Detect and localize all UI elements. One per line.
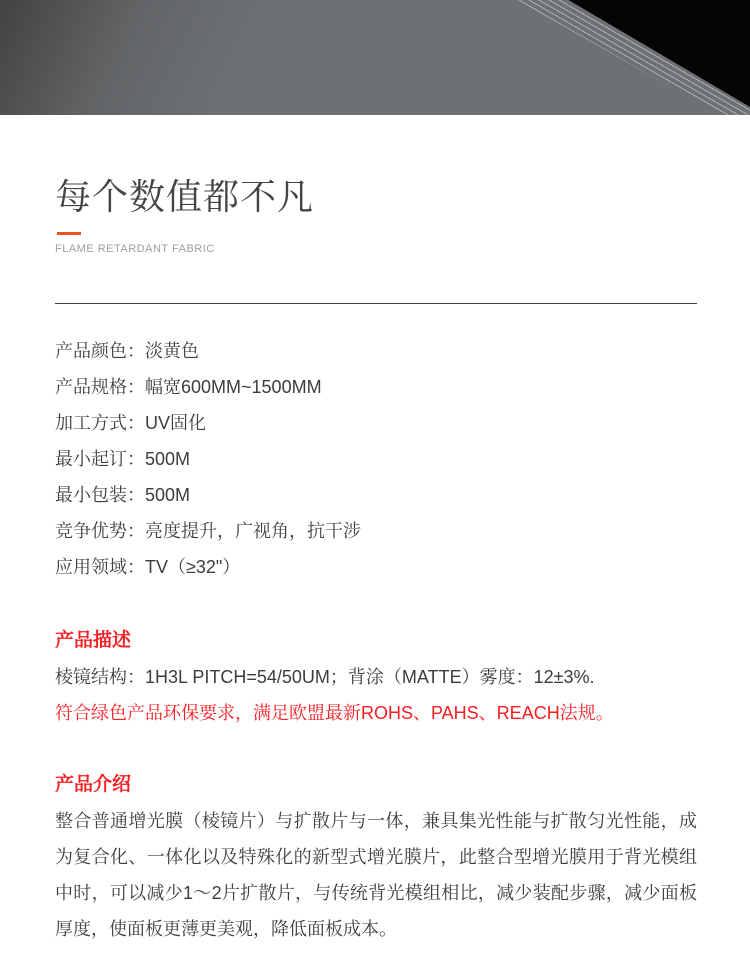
spec-value: 幅宽600MM~1500MM [145,377,322,397]
spec-value: 500M [145,449,191,469]
section-product-introduction [55,767,697,947]
spec-row-process [55,405,697,441]
spec-label: 产品规格： [55,377,145,397]
introduction-paragraph: 整合普通增光膜（棱镜片）与扩散片与一体，兼具集光性能与扩散匀光性能，成为复合化、一体化以及特殊化的新型式增光膜片，此整合型增光膜用于背光模组中时，可以减少1～2片扩散片，与传统背光模组相比，减少装配步骤，减少面板厚度，使面板更薄更美观，降低面板成本。 [55,811,697,939]
spec-row-min-package [55,477,697,513]
spec-label: 产品颜色： [55,341,145,361]
spec-label: 加工方式： [55,413,145,433]
spec-row-size [55,369,697,405]
spec-list [55,333,697,585]
compliance-line: 符合绿色产品环保要求，满足欧盟最新ROHS、PAHS、REACH法规。 [55,703,614,723]
spec-row-min-order [55,441,697,477]
spec-value: 亮度提升，广视角，抗干涉 [145,521,361,541]
divider-line [55,303,697,304]
spec-label: 最小包装： [55,485,145,505]
page-title: 每个数值都不凡 [55,176,315,217]
spec-value: TV（≥32"） [145,557,241,577]
accent-underline [57,232,81,235]
content-area [0,176,750,947]
spec-row-advantage [55,513,697,549]
prism-structure-line: 棱镜结构：1H3L PITCH=54/50UM；背涂（MATTE）雾度：12±3%. [55,667,595,687]
spec-value: 淡黄色 [145,341,199,361]
spec-label: 竞争优势： [55,521,145,541]
page-subtitle: FLAME RETARDANT FABRIC [55,243,215,255]
section-heading-description: 产品描述 [55,630,132,651]
spec-value: UV固化 [145,413,207,433]
section-heading-introduction: 产品介绍 [55,774,132,795]
spec-value: 500M [145,485,191,505]
product-hero-photo [0,0,750,115]
spec-label: 应用领域： [55,557,145,577]
spec-label: 最小起订： [55,449,145,469]
spec-row-application [55,549,697,585]
section-product-description [55,623,697,731]
spec-row-color [55,333,697,369]
